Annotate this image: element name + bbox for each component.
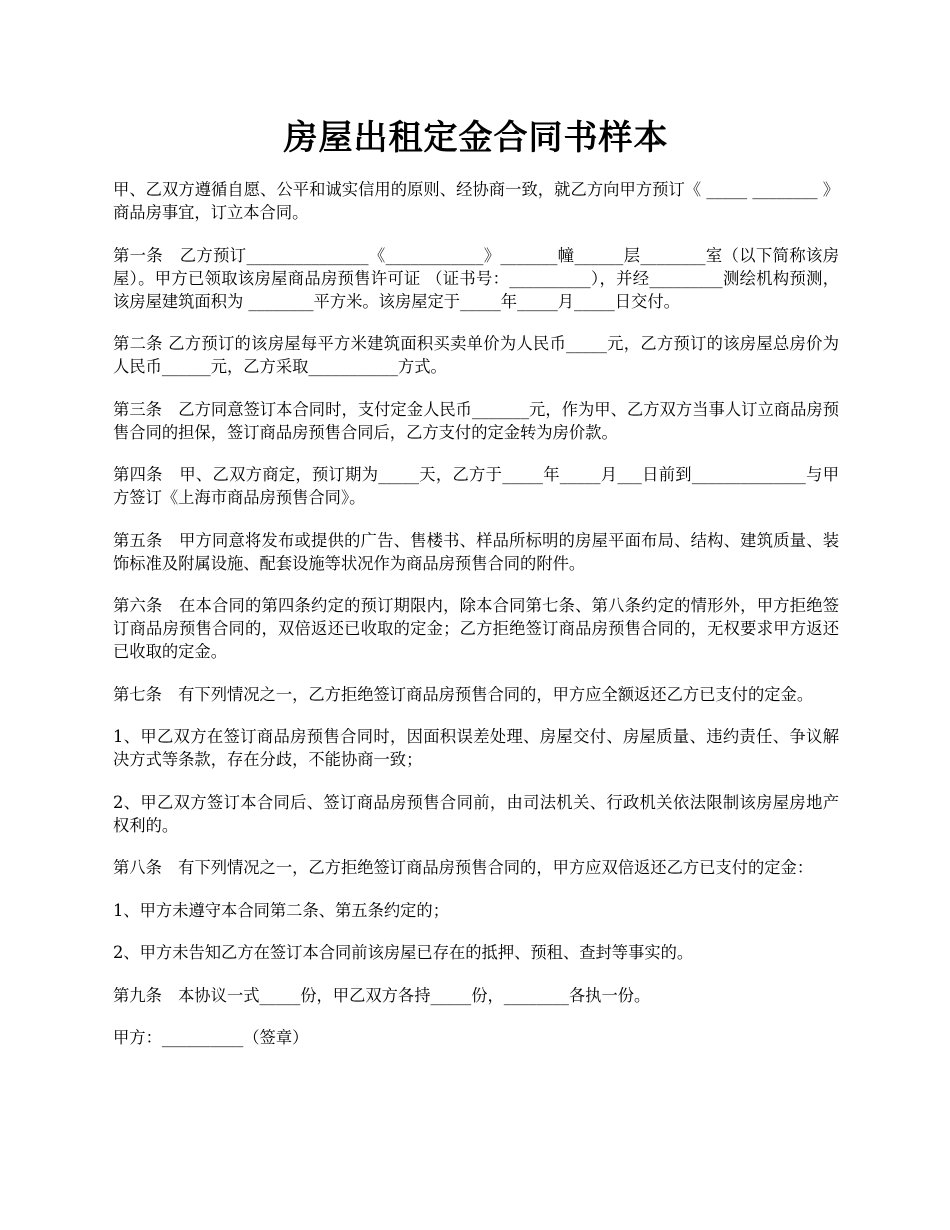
article-7-item-2: 2、甲乙双方签订本合同后、签订商品房预售合同前，由司法机关、行政机关依法限制该房屋房地产权利的。: [113, 792, 839, 835]
document-title: 房屋出租定金合同书样本: [283, 118, 669, 158]
article-8-paragraph: 第八条 有下列情况之一，乙方拒绝签订商品房预售合同的，甲方应双倍返还乙方已支付的定金：: [113, 858, 814, 877]
article-9-paragraph: 第九条 本协议一式_____份，甲乙双方各持_____份，________各执一份。: [113, 985, 651, 1005]
article-6-paragraph: 第六条 在本合同的第四条约定的预订期限内，除本合同第七条、第八条约定的情形外，甲方拒绝签订商品房预售合同的，双倍返还已收取的定金；乙方拒绝签订商品房预售合同的，无权要求甲方返还已收取的定金。: [113, 596, 839, 661]
article-1-paragraph: 第一条 乙方预订_______________《____________》_______幢______层________室（以下简称该房屋）。甲方已领取该房屋商品房预售许可证 （证书号：__________），并经_________测绘机构预测，该房屋建筑面积为 ________平方米。该房屋定于_____年_____月_____日交付。: [113, 245, 839, 311]
article-5-paragraph: 第五条 甲方同意将发布或提供的广告、售楼书、样品所标明的房屋平面布局、结构、建筑质量、装饰标准及附属设施、配套设施等状况作为商品房预售合同的附件。: [113, 530, 839, 573]
article-8-item-2: 2、甲方未告知乙方在签订本合同前该房屋已存在的抵押、预租、查封等事实的。: [113, 943, 694, 962]
preamble-paragraph: 甲、乙双方遵循自愿、公平和诚实信用的原则、经协商一致，就乙方向甲方预订《 _____ ________ 》商品房事宜，订立本合同。: [113, 180, 839, 222]
article-3-paragraph: 第三条 乙方同意签订本合同时，支付定金人民币_______元，作为甲、乙方双方当事人订立商品房预售合同的担保，签订商品房预售合同后，乙方支付的定金转为房价款。: [113, 399, 839, 442]
article-2-paragraph: 第二条 乙方预订的该房屋每平方米建筑面积买卖单价为人民币_____元，乙方预订的该房屋总房价为人民币______元，乙方采取___________方式。: [113, 334, 839, 376]
article-4-paragraph: 第四条 甲、乙双方商定，预订期为_____天，乙方于_____年_____月___日前到______________与甲方签订《上海市商品房预售合同》。: [113, 465, 839, 507]
contract-page: [113, 112, 839, 1069]
article-8-item-1: 1、甲方未遵守本合同第二条、第五条约定的；: [113, 900, 449, 920]
article-7-paragraph: 第七条 有下列情况之一，乙方拒绝签订商品房预售合同的，甲方应全额返还乙方已支付的定金。: [113, 684, 814, 704]
party-a-signature-line: 甲方：__________（签章）: [113, 1028, 309, 1047]
article-7-item-1: 1、甲乙双方在签订商品房预售合同时，因面积误差处理、房屋交付、房屋质量、违约责任、争议解决方式等条款，存在分歧，不能协商一致；: [113, 727, 839, 769]
